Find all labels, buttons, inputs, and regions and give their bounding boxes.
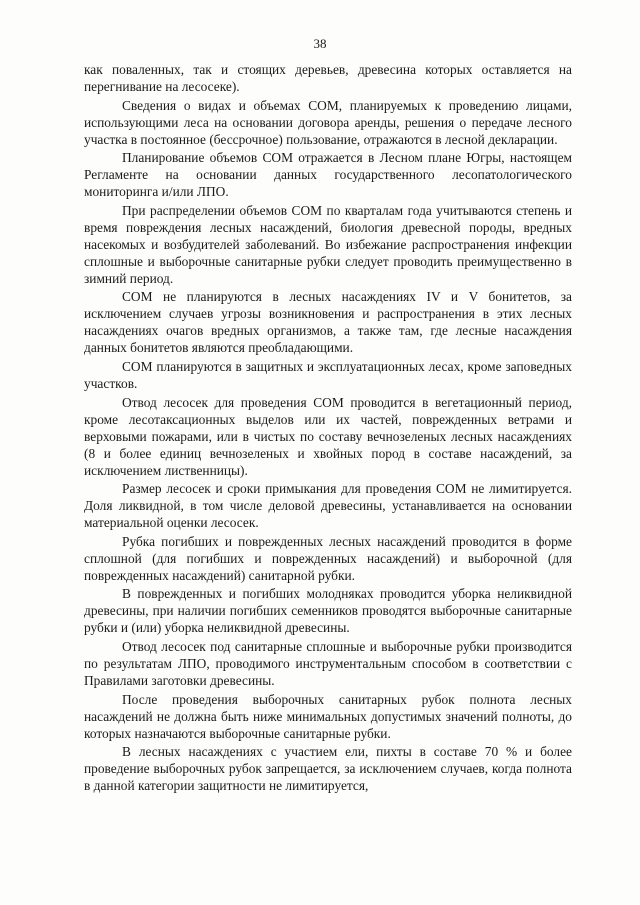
paragraph: Сведения о видах и объемах СОМ, планируемых к проведению лицами, использующими леса на основании договора аренды, решения о передаче лесного участка в постоянное (бессрочное) пользование, отражаются в лесной декларации. [84, 97, 572, 147]
paragraph: Отвод лесосек под санитарные сплошные и выборочные рубки производится по результатам ЛПО, проводимого инструментальным способом в соответствии с Правилами заготовки древесины. [84, 638, 572, 688]
paragraph: СОМ планируются в защитных и эксплуатационных лесах, кроме заповедных участков. [84, 358, 572, 391]
paragraph: Планирование объемов СОМ отражается в Лесном плане Югры, настоящем Регламенте на основании данных государственного лесопатологического мониторинга и/или ЛПО. [84, 150, 572, 200]
paragraph: Размер лесосек и сроки примыкания для проведения СОМ не лимитируется. Доля ликвидной, в том числе деловой древесины, устанавливается на основании материальной оценки лесосек. [84, 481, 572, 531]
paragraph-continuation: как поваленных, так и стоящих деревьев, древесина которых оставляется на перегнивание на лесосеке). [84, 62, 572, 94]
paragraph: В лесных насаждениях с участием ели, пихты в составе 70 % и более проведение выборочных рубок запрещается, за исключением случаев, когда полнота в данной категории защитности не лимитируется, [84, 744, 572, 794]
body-text [84, 61, 572, 796]
paragraph: СОМ не планируются в лесных насаждениях IV и V бонитетов, за исключением случаев угрозы возникновения и распространения в этих лесных насаждениях очагов вредных организмов, а также там, где лесные насаждения данных бонитетов являются преобладающими. [84, 289, 572, 356]
paragraph: В поврежденных и погибших молодняках проводится уборка неликвидной древесины, при наличии погибших семенников проводятся выборочные санитарные рубки и (или) уборка неликвидной древесины. [84, 586, 572, 636]
paragraph: Отвод лесосек для проведения СОМ проводится в вегетационный период, кроме лесотаксационных выделов или их частей, поврежденных ветрами и верховыми пожарами, или в чистых по составу вечнозеленых лесных насаждениях (8 и более единиц вечнозеленых и хвойных пород в составе насаждений, за исключением лиственницы). [84, 394, 572, 478]
paragraph: При распределении объемов СОМ по кварталам года учитываются степень и время повреждения лесных насаждений, биология древесной породы, вредных насекомых и возбудителей заболеваний. Во избежание распространения инфекции сплошные и выборочные санитарные рубки следует проводить преимущественно в зимний период. [84, 202, 572, 286]
paragraph: Рубка погибших и поврежденных лесных насаждений проводится в форме сплошной (для погибших и поврежденных насаждений) и выборочной (для поврежденных насаждений) санитарной рубки. [84, 533, 572, 583]
paragraph: После проведения выборочных санитарных рубок полнота лесных насаждений не должна быть ниже минимальных допустимых значений полноты, до которых назначаются выборочные санитарные рубки. [84, 691, 572, 741]
page-number: 38 [313, 36, 327, 51]
